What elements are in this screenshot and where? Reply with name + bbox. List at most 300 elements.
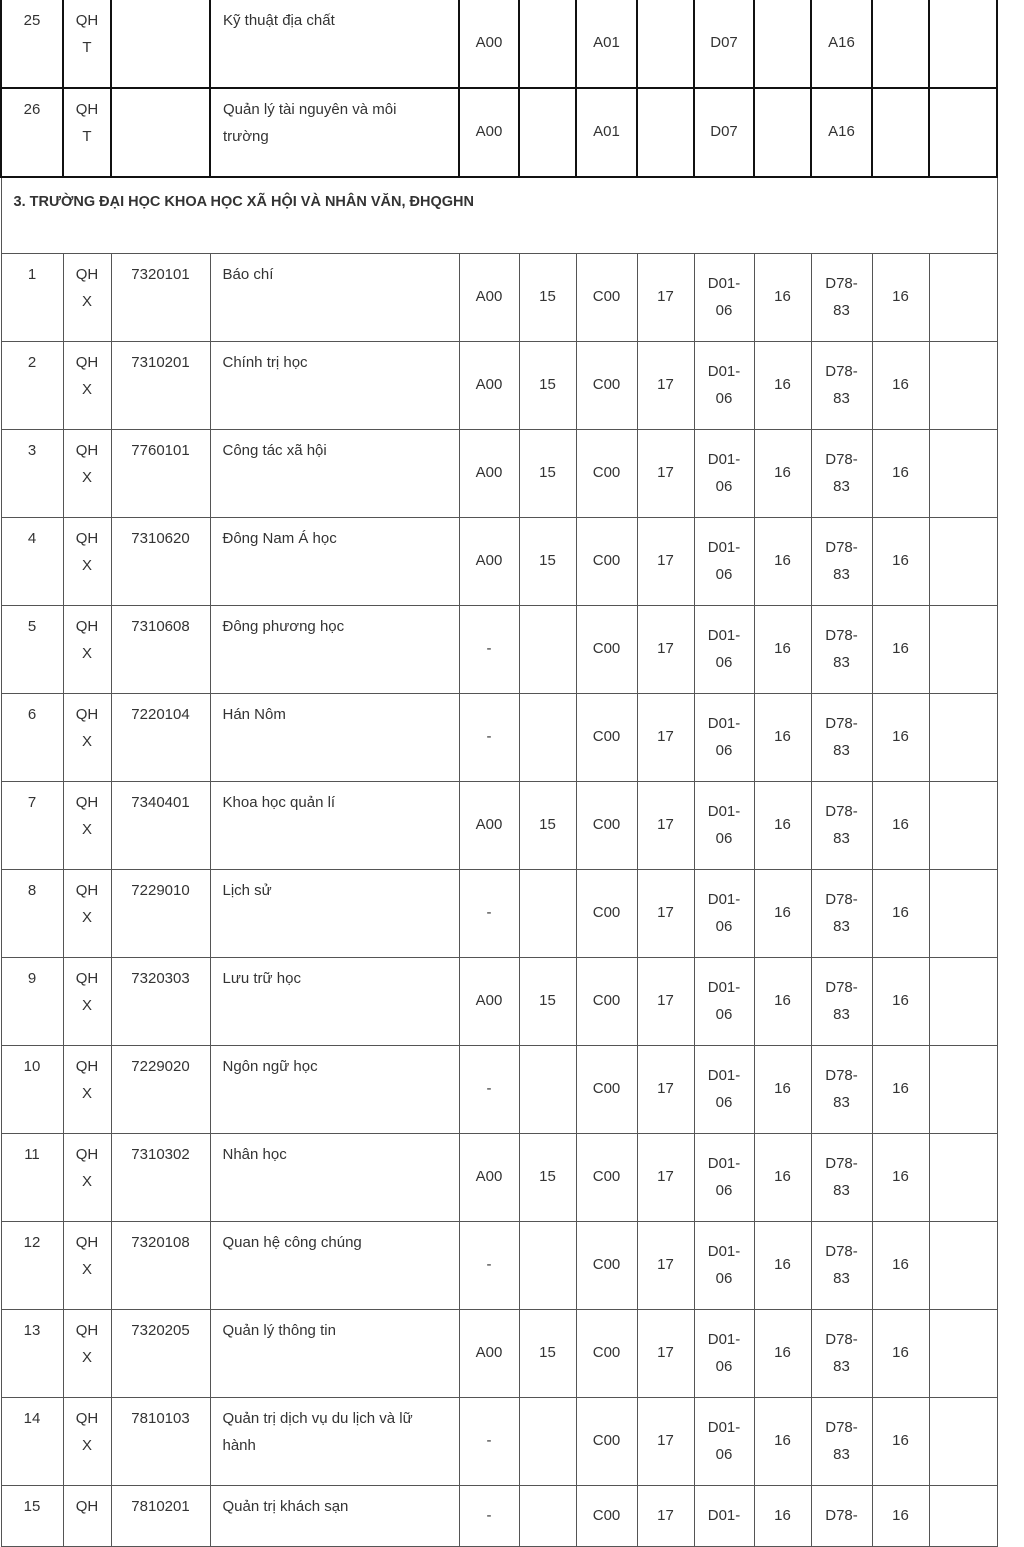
combo-2-cell xyxy=(576,254,637,342)
school-code-cell-text: T xyxy=(82,38,92,56)
combo-1-cell xyxy=(459,0,519,88)
score-1-cell-text: 15 xyxy=(539,1344,556,1362)
note-cell xyxy=(929,88,997,177)
combo-1-cell xyxy=(459,88,519,177)
school-code-cell-text: QH xyxy=(75,1322,99,1339)
combo-2-cell xyxy=(576,1222,637,1310)
combo-2-cell-text: C00 xyxy=(592,464,621,482)
note-cell xyxy=(929,1046,997,1134)
combo-2-cell xyxy=(576,694,637,782)
stt-cell-text: 6 xyxy=(27,706,37,723)
stt-cell xyxy=(1,958,63,1046)
note-cell xyxy=(929,1486,997,1547)
combo-4-cell xyxy=(811,1486,872,1547)
combo-3-cell xyxy=(694,1310,754,1398)
combo-1-cell xyxy=(459,342,519,430)
note-cell xyxy=(929,430,997,518)
combo-2-cell-text: C00 xyxy=(592,816,621,834)
combo-1-cell-text: - xyxy=(486,640,492,658)
major-code-cell xyxy=(111,1486,210,1547)
score-4-cell-text: 16 xyxy=(892,552,909,570)
combo-4-cell-text: D78- xyxy=(825,891,858,908)
score-3-cell xyxy=(754,430,811,518)
school-code-cell xyxy=(63,1046,111,1134)
combo-1-cell-text: A00 xyxy=(475,992,503,1010)
combo-4-cell xyxy=(811,1134,872,1222)
section-row xyxy=(1,177,997,254)
school-code-cell-text: X xyxy=(81,468,92,486)
score-3-cell xyxy=(754,0,811,88)
table-row xyxy=(1,870,997,958)
score-3-cell xyxy=(754,1134,811,1222)
combo-1-cell xyxy=(459,1222,519,1310)
major-name-cell-text: Kỹ thuật địa chất xyxy=(223,12,335,29)
major-name-cell-text: Nhân học xyxy=(222,1146,287,1163)
score-2-cell xyxy=(637,1222,694,1310)
score-3-cell xyxy=(754,1398,811,1486)
school-code-cell xyxy=(63,1398,111,1486)
score-2-cell-text: 17 xyxy=(657,1344,674,1362)
combo-4-cell-text: D78- xyxy=(825,715,858,732)
major-code-cell xyxy=(111,0,210,88)
score-3-cell-text: 16 xyxy=(774,728,791,746)
score-4-cell xyxy=(872,430,929,518)
combo-3-cell xyxy=(694,870,754,958)
school-code-cell-text: QH xyxy=(75,442,99,459)
combo-4-cell xyxy=(811,958,872,1046)
score-4-cell-text: 16 xyxy=(892,376,909,394)
score-4-cell-text: 16 xyxy=(892,904,909,922)
school-code-cell xyxy=(63,518,111,606)
school-code-cell-text: X xyxy=(81,1436,92,1454)
stt-cell-text: 1 xyxy=(27,266,37,283)
stt-cell xyxy=(1,606,63,694)
table-row xyxy=(1,430,997,518)
major-name-cell-text: Chính trị học xyxy=(222,354,308,371)
stt-cell xyxy=(1,1486,63,1547)
note-cell xyxy=(929,606,997,694)
stt-cell xyxy=(1,1134,63,1222)
score-2-cell xyxy=(637,1046,694,1134)
score-3-cell-text: 16 xyxy=(774,640,791,658)
combo-2-cell xyxy=(576,0,637,88)
combo-4-cell-text: D78- xyxy=(825,1155,858,1172)
combo-1-cell-text: - xyxy=(486,728,492,746)
combo-4-cell xyxy=(811,694,872,782)
score-2-cell-text: 17 xyxy=(657,1432,674,1450)
combo-3-cell-text: D01- xyxy=(707,1243,741,1260)
combo-4-cell-text: 83 xyxy=(833,1357,850,1375)
score-3-cell-text: 16 xyxy=(774,904,791,922)
score-3-cell-text: 16 xyxy=(774,1432,791,1450)
score-4-cell xyxy=(872,606,929,694)
stt-cell xyxy=(1,1222,63,1310)
note-cell xyxy=(929,254,997,342)
school-code-cell-text: QH xyxy=(75,1498,99,1515)
stt-cell xyxy=(1,1310,63,1398)
combo-4-cell-text: 83 xyxy=(833,1005,850,1023)
table-row xyxy=(1,1134,997,1222)
score-4-cell xyxy=(872,518,929,606)
major-code-cell-text: 7229020 xyxy=(131,1058,190,1075)
score-3-cell xyxy=(754,1310,811,1398)
score-4-cell xyxy=(872,782,929,870)
major-code-cell-text: 7310302 xyxy=(131,1146,190,1163)
score-1-cell xyxy=(519,1486,576,1547)
score-4-cell xyxy=(872,88,929,177)
score-3-cell xyxy=(754,782,811,870)
combo-2-cell-text: C00 xyxy=(592,1432,621,1450)
score-2-cell xyxy=(637,782,694,870)
school-code-cell xyxy=(63,782,111,870)
note-cell xyxy=(929,782,997,870)
combo-1-cell xyxy=(459,1486,519,1547)
major-code-cell xyxy=(111,430,210,518)
score-4-cell-text: 16 xyxy=(892,464,909,482)
score-2-cell-text: 17 xyxy=(657,464,674,482)
major-name-cell xyxy=(210,430,459,518)
school-code-cell xyxy=(63,1486,111,1547)
stt-cell xyxy=(1,694,63,782)
score-1-cell xyxy=(519,606,576,694)
school-code-cell-text: X xyxy=(81,1260,92,1278)
score-3-cell-text: 16 xyxy=(774,1256,791,1274)
major-name-cell-text: Báo chí xyxy=(222,266,274,283)
major-code-cell xyxy=(111,1222,210,1310)
combo-3-cell-text: D01- xyxy=(707,627,741,644)
score-2-cell xyxy=(637,254,694,342)
combo-2-cell xyxy=(576,1134,637,1222)
combo-1-cell-text: - xyxy=(486,1506,492,1524)
combo-3-cell-text: 06 xyxy=(715,1005,733,1023)
score-1-cell xyxy=(519,1134,576,1222)
note-cell xyxy=(929,518,997,606)
major-name-cell-text: Công tác xã hội xyxy=(222,442,327,459)
score-3-cell-text: 16 xyxy=(774,1506,791,1524)
combo-2-cell xyxy=(576,1046,637,1134)
school-code-cell xyxy=(63,958,111,1046)
score-2-cell xyxy=(637,694,694,782)
score-2-cell xyxy=(637,0,694,88)
combo-4-cell xyxy=(811,1398,872,1486)
major-name-cell-text: Đông Nam Á học xyxy=(222,530,337,547)
combo-2-cell xyxy=(576,606,637,694)
note-cell xyxy=(929,694,997,782)
combo-1-cell-text: A00 xyxy=(475,123,503,141)
combo-2-cell-text: C00 xyxy=(592,728,621,746)
score-4-cell xyxy=(872,1046,929,1134)
score-2-cell xyxy=(637,518,694,606)
combo-4-cell xyxy=(811,782,872,870)
score-3-cell-text: 16 xyxy=(774,1080,791,1098)
note-cell xyxy=(929,1310,997,1398)
combo-4-cell-text: D78- xyxy=(825,627,858,644)
combo-3-cell-text: 06 xyxy=(715,1357,733,1375)
combo-3-cell-text: D01- xyxy=(707,539,741,556)
combo-3-cell xyxy=(694,1222,754,1310)
combo-2-cell-text: C00 xyxy=(592,904,621,922)
school-code-cell xyxy=(63,1134,111,1222)
major-name-cell-text: Quản trị dịch vụ du lịch và lữ hành xyxy=(222,1410,413,1454)
score-1-cell xyxy=(519,1046,576,1134)
major-code-cell xyxy=(111,1134,210,1222)
combo-1-cell xyxy=(459,518,519,606)
combo-4-cell-text: 83 xyxy=(833,1181,850,1199)
stt-cell-text: 3 xyxy=(27,442,37,459)
score-2-cell xyxy=(637,1310,694,1398)
combo-3-cell-text: D01- xyxy=(707,1155,741,1172)
table-row xyxy=(1,1222,997,1310)
score-2-cell xyxy=(637,1486,694,1547)
score-1-cell-text: 15 xyxy=(539,288,556,306)
combo-4-cell-text: 83 xyxy=(833,741,850,759)
school-code-cell-text: T xyxy=(82,127,92,145)
score-1-cell xyxy=(519,870,576,958)
major-name-cell-text: Lịch sử xyxy=(222,882,272,899)
combo-1-cell-text: - xyxy=(486,1432,492,1450)
major-name-cell-text: Đông phương học xyxy=(222,618,345,635)
score-3-cell xyxy=(754,518,811,606)
combo-4-cell-text: D78- xyxy=(825,1419,858,1436)
combo-4-cell-text: 83 xyxy=(833,1269,850,1287)
combo-1-cell-text: A00 xyxy=(475,552,503,570)
combo-1-cell xyxy=(459,694,519,782)
combo-4-cell-text: D78- xyxy=(825,979,858,996)
score-2-cell xyxy=(637,870,694,958)
combo-4-cell-text: 83 xyxy=(833,389,850,407)
major-name-cell-text: Khoa học quản lí xyxy=(222,794,336,811)
score-3-cell-text: 16 xyxy=(774,288,791,306)
stt-cell-text: 14 xyxy=(23,1410,41,1427)
school-code-cell-text: QH xyxy=(75,706,99,723)
score-2-cell-text: 17 xyxy=(657,816,674,834)
school-code-cell xyxy=(63,606,111,694)
combo-4-cell-text: A16 xyxy=(828,123,855,141)
score-4-cell-text: 16 xyxy=(892,1432,909,1450)
combo-4-cell-text: D78- xyxy=(825,803,858,820)
combo-2-cell xyxy=(576,1486,637,1547)
table-row xyxy=(1,1046,997,1134)
combo-1-cell xyxy=(459,606,519,694)
score-4-cell-text: 16 xyxy=(892,728,909,746)
score-1-cell xyxy=(519,782,576,870)
major-code-cell-text: 7320205 xyxy=(131,1322,190,1339)
combo-4-cell xyxy=(811,88,872,177)
school-code-cell-text: QH xyxy=(75,882,99,899)
major-code-cell-text: 7810201 xyxy=(131,1498,190,1515)
combo-3-cell-text: 06 xyxy=(715,1093,733,1111)
stt-cell-text: 26 xyxy=(23,101,41,118)
combo-1-cell-text: A00 xyxy=(475,34,503,52)
combo-2-cell-text: C00 xyxy=(592,1168,621,1186)
major-name-cell xyxy=(210,1310,459,1398)
score-2-cell-text: 17 xyxy=(657,376,674,394)
score-2-cell-text: 17 xyxy=(657,904,674,922)
table-row xyxy=(1,1310,997,1398)
score-1-cell xyxy=(519,254,576,342)
major-code-cell-text: 7220104 xyxy=(131,706,190,723)
score-3-cell-text: 16 xyxy=(774,376,791,394)
score-1-cell xyxy=(519,1222,576,1310)
combo-2-cell xyxy=(576,342,637,430)
combo-1-cell xyxy=(459,1310,519,1398)
school-code-cell xyxy=(63,88,111,177)
major-name-cell-text: Ngôn ngữ học xyxy=(222,1058,318,1075)
school-code-cell-text: X xyxy=(81,996,92,1014)
school-code-cell-text: QH xyxy=(75,101,99,118)
score-4-cell xyxy=(872,1310,929,1398)
combo-4-cell-text: D78- xyxy=(825,1506,858,1524)
combo-4-cell-text: 83 xyxy=(833,1445,850,1463)
table-row xyxy=(1,518,997,606)
note-cell xyxy=(929,870,997,958)
stt-cell-text: 8 xyxy=(27,882,37,899)
combo-3-cell-text: 06 xyxy=(715,917,733,935)
table-row xyxy=(1,0,997,88)
combo-3-cell-text: 06 xyxy=(715,653,733,671)
stt-cell xyxy=(1,1398,63,1486)
major-code-cell-text: 7320303 xyxy=(131,970,190,987)
combo-1-cell xyxy=(459,870,519,958)
school-code-cell xyxy=(63,430,111,518)
combo-3-cell xyxy=(694,694,754,782)
major-code-cell xyxy=(111,1398,210,1486)
score-4-cell-text: 16 xyxy=(892,640,909,658)
combo-3-cell-text: 06 xyxy=(715,1181,733,1199)
stt-cell xyxy=(1,870,63,958)
major-name-cell xyxy=(210,782,459,870)
score-4-cell xyxy=(872,870,929,958)
major-name-cell-text: Quản lý tài nguyên và môi trường xyxy=(223,101,397,145)
major-name-cell-text: Quan hệ công chúng xyxy=(222,1234,362,1251)
major-code-cell-text: 7310608 xyxy=(131,618,190,635)
combo-3-cell-text: 06 xyxy=(715,1269,733,1287)
major-name-cell xyxy=(210,1134,459,1222)
combo-2-cell-text: C00 xyxy=(592,992,621,1010)
combo-2-cell-text: C00 xyxy=(592,288,621,306)
score-4-cell-text: 16 xyxy=(892,288,909,306)
combo-1-cell xyxy=(459,782,519,870)
score-3-cell xyxy=(754,870,811,958)
table-row xyxy=(1,606,997,694)
major-code-cell xyxy=(111,782,210,870)
school-code-cell-text: QH xyxy=(75,530,99,547)
note-cell xyxy=(929,342,997,430)
major-name-cell xyxy=(210,606,459,694)
combo-3-cell xyxy=(694,254,754,342)
score-4-cell xyxy=(872,342,929,430)
combo-3-cell-text: 06 xyxy=(715,477,733,495)
major-code-cell xyxy=(111,1310,210,1398)
score-1-cell xyxy=(519,1310,576,1398)
major-name-cell xyxy=(210,1046,459,1134)
score-1-cell-text: 15 xyxy=(539,464,556,482)
score-3-cell xyxy=(754,88,811,177)
score-2-cell xyxy=(637,342,694,430)
combo-2-cell xyxy=(576,1398,637,1486)
score-3-cell xyxy=(754,606,811,694)
combo-3-cell-text: 06 xyxy=(715,301,733,319)
combo-4-cell-text: A16 xyxy=(828,34,855,52)
major-name-cell xyxy=(210,1222,459,1310)
combo-4-cell-text: D78- xyxy=(825,1067,858,1084)
score-3-cell xyxy=(754,254,811,342)
combo-2-cell xyxy=(576,518,637,606)
major-code-cell xyxy=(111,606,210,694)
school-code-cell-text: X xyxy=(81,732,92,750)
score-2-cell xyxy=(637,958,694,1046)
school-code-cell xyxy=(63,342,111,430)
combo-4-cell xyxy=(811,1222,872,1310)
school-code-cell xyxy=(63,1310,111,1398)
combo-3-cell-text: D01- xyxy=(707,1419,741,1436)
combo-4-cell xyxy=(811,870,872,958)
combo-3-cell-text: D01- xyxy=(707,1506,741,1524)
score-3-cell xyxy=(754,958,811,1046)
combo-4-cell-text: D78- xyxy=(825,363,858,380)
table-row xyxy=(1,1486,997,1547)
score-3-cell-text: 16 xyxy=(774,552,791,570)
combo-3-cell-text: D01- xyxy=(707,1331,741,1348)
school-code-cell-text: X xyxy=(81,556,92,574)
stt-cell-text: 15 xyxy=(23,1498,41,1515)
combo-3-cell-text: 06 xyxy=(715,1445,733,1463)
combo-2-cell-text: C00 xyxy=(592,1344,621,1362)
score-1-cell-text: 15 xyxy=(539,1168,556,1186)
combo-1-cell-text: - xyxy=(486,904,492,922)
school-code-cell-text: X xyxy=(81,1172,92,1190)
score-4-cell-text: 16 xyxy=(892,992,909,1010)
combo-4-cell xyxy=(811,1310,872,1398)
combo-1-cell xyxy=(459,430,519,518)
major-code-cell xyxy=(111,342,210,430)
combo-3-cell-text: D01- xyxy=(707,363,741,380)
stt-cell-text: 11 xyxy=(24,1146,40,1163)
score-4-cell-text: 16 xyxy=(892,1506,909,1524)
combo-3-cell-text: D07 xyxy=(710,123,738,141)
combo-1-cell-text: - xyxy=(486,1080,492,1098)
combo-3-cell-text: 06 xyxy=(715,389,733,407)
combo-4-cell-text: 83 xyxy=(833,653,850,671)
note-cell xyxy=(929,0,997,88)
note-cell xyxy=(929,958,997,1046)
score-2-cell-text: 17 xyxy=(657,1168,674,1186)
combo-4-cell-text: D78- xyxy=(825,539,858,556)
major-name-cell xyxy=(210,694,459,782)
score-3-cell-text: 16 xyxy=(774,1344,791,1362)
score-2-cell-text: 17 xyxy=(657,728,674,746)
major-code-cell xyxy=(111,958,210,1046)
score-2-cell xyxy=(637,1134,694,1222)
school-code-cell-text: QH xyxy=(75,1234,99,1251)
stt-cell-text: 4 xyxy=(27,530,37,547)
combo-2-cell-text: C00 xyxy=(592,1080,621,1098)
school-code-cell-text: QH xyxy=(75,354,99,371)
stt-cell xyxy=(1,0,63,88)
major-code-cell-text: 7810103 xyxy=(131,1410,190,1427)
combo-3-cell xyxy=(694,518,754,606)
score-4-cell xyxy=(872,0,929,88)
school-code-cell-text: QH xyxy=(75,12,99,29)
major-name-cell xyxy=(210,518,459,606)
combo-3-cell-text: 06 xyxy=(715,829,733,847)
school-code-cell xyxy=(63,254,111,342)
table-row xyxy=(1,342,997,430)
score-1-cell xyxy=(519,694,576,782)
major-code-cell-text: 7229010 xyxy=(131,882,190,899)
score-2-cell-text: 17 xyxy=(657,1506,674,1524)
stt-cell xyxy=(1,1046,63,1134)
